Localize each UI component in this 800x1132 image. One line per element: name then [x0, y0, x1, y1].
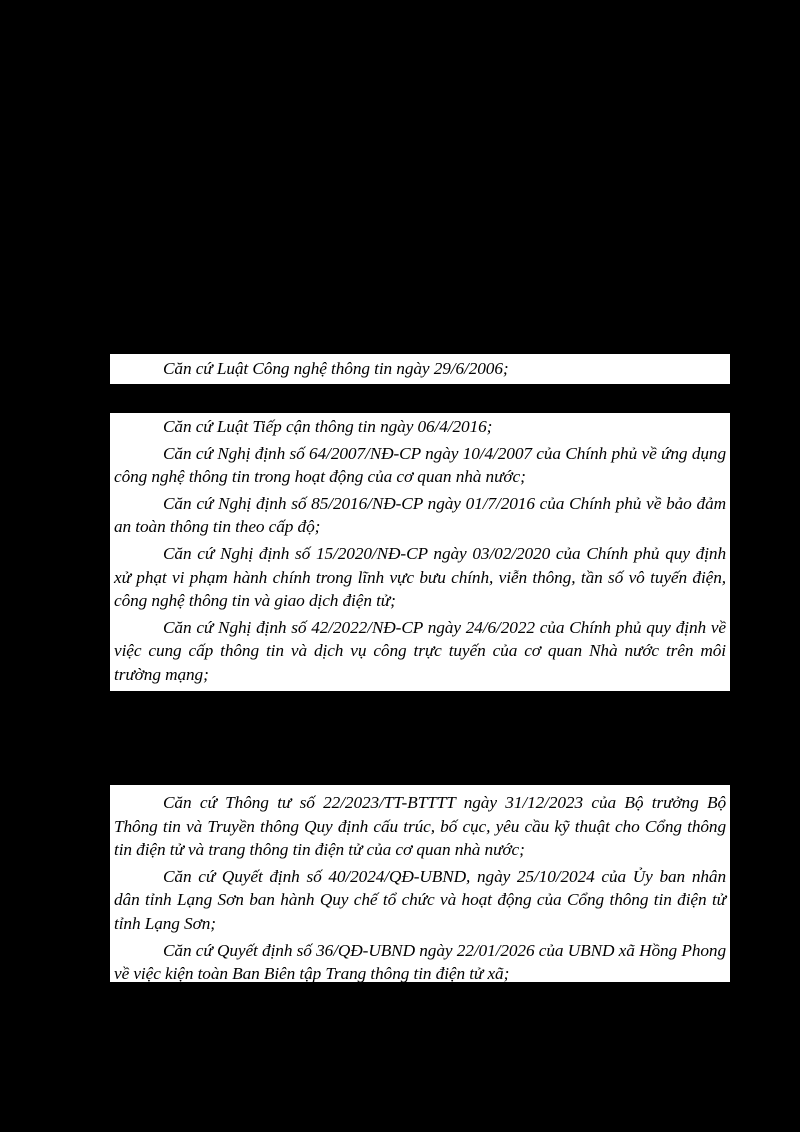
legal-basis-block-3 — [110, 785, 730, 982]
legal-basis-paragraph: Căn cứ Luật Tiếp cận thông tin ngày 06/4/2016; — [163, 417, 493, 436]
legal-basis-paragraph: Căn cứ Thông tư số 22/2023/TT-BTTTT ngày 31/12/2023 của Bộ trưởng Bộ Thông tin và Truyền thông Quy định cấu trúc, bố cục, yêu cầu kỹ thuật cho Cổng thông tin điện tử và trang thông tin điện tử của cơ quan nhà nước; — [114, 793, 726, 859]
legal-basis-paragraph: Căn cứ Quyết định số 40/2024/QĐ-UBND, ngày 25/10/2024 của Ủy ban nhân dân tỉnh Lạng Sơn ban hành Quy chế tổ chức và hoạt động của Cổng thông tin điện tử tỉnh Lạng Sơn; — [114, 866, 726, 933]
legal-basis-block-2 — [110, 413, 730, 691]
legal-basis-paragraph: Căn cứ Nghị định số 64/2007/NĐ-CP ngày 10/4/2007 của Chính phủ về ứng dụng công nghệ thông tin trong hoạt động của cơ quan nhà nước; — [114, 443, 726, 487]
legal-basis-paragraph: Căn cứ Luật Công nghệ thông tin ngày 29/6/2006; — [163, 359, 509, 378]
legal-basis-block-1 — [110, 354, 730, 384]
legal-basis-paragraph: Căn cứ Nghị định số 42/2022/NĐ-CP ngày 24/6/2022 của Chính phủ quy định về việc cung cấp thông tin và dịch vụ công trực tuyến của cơ quan Nhà nước trên môi trường mạng; — [114, 617, 726, 684]
legal-basis-paragraph: Căn cứ Quyết định số 36/QĐ-UBND ngày 22/01/2026 của UBND xã Hồng Phong về việc kiện toàn Ban Biên tập Trang thông tin điện tử xã; — [114, 940, 726, 984]
legal-basis-paragraph: Căn cứ Nghị định số 85/2016/NĐ-CP ngày 01/7/2016 của Chính phủ về bảo đảm an toàn thông tin theo cấp độ; — [114, 493, 726, 537]
legal-basis-paragraph: Căn cứ Nghị định số 15/2020/NĐ-CP ngày 03/02/2020 của Chính phủ quy định xử phạt vi phạm hành chính trong lĩnh vực bưu chính, viễn thông, tần số vô tuyến điện, công nghệ thông tin và giao dịch điện tử; — [114, 544, 726, 611]
